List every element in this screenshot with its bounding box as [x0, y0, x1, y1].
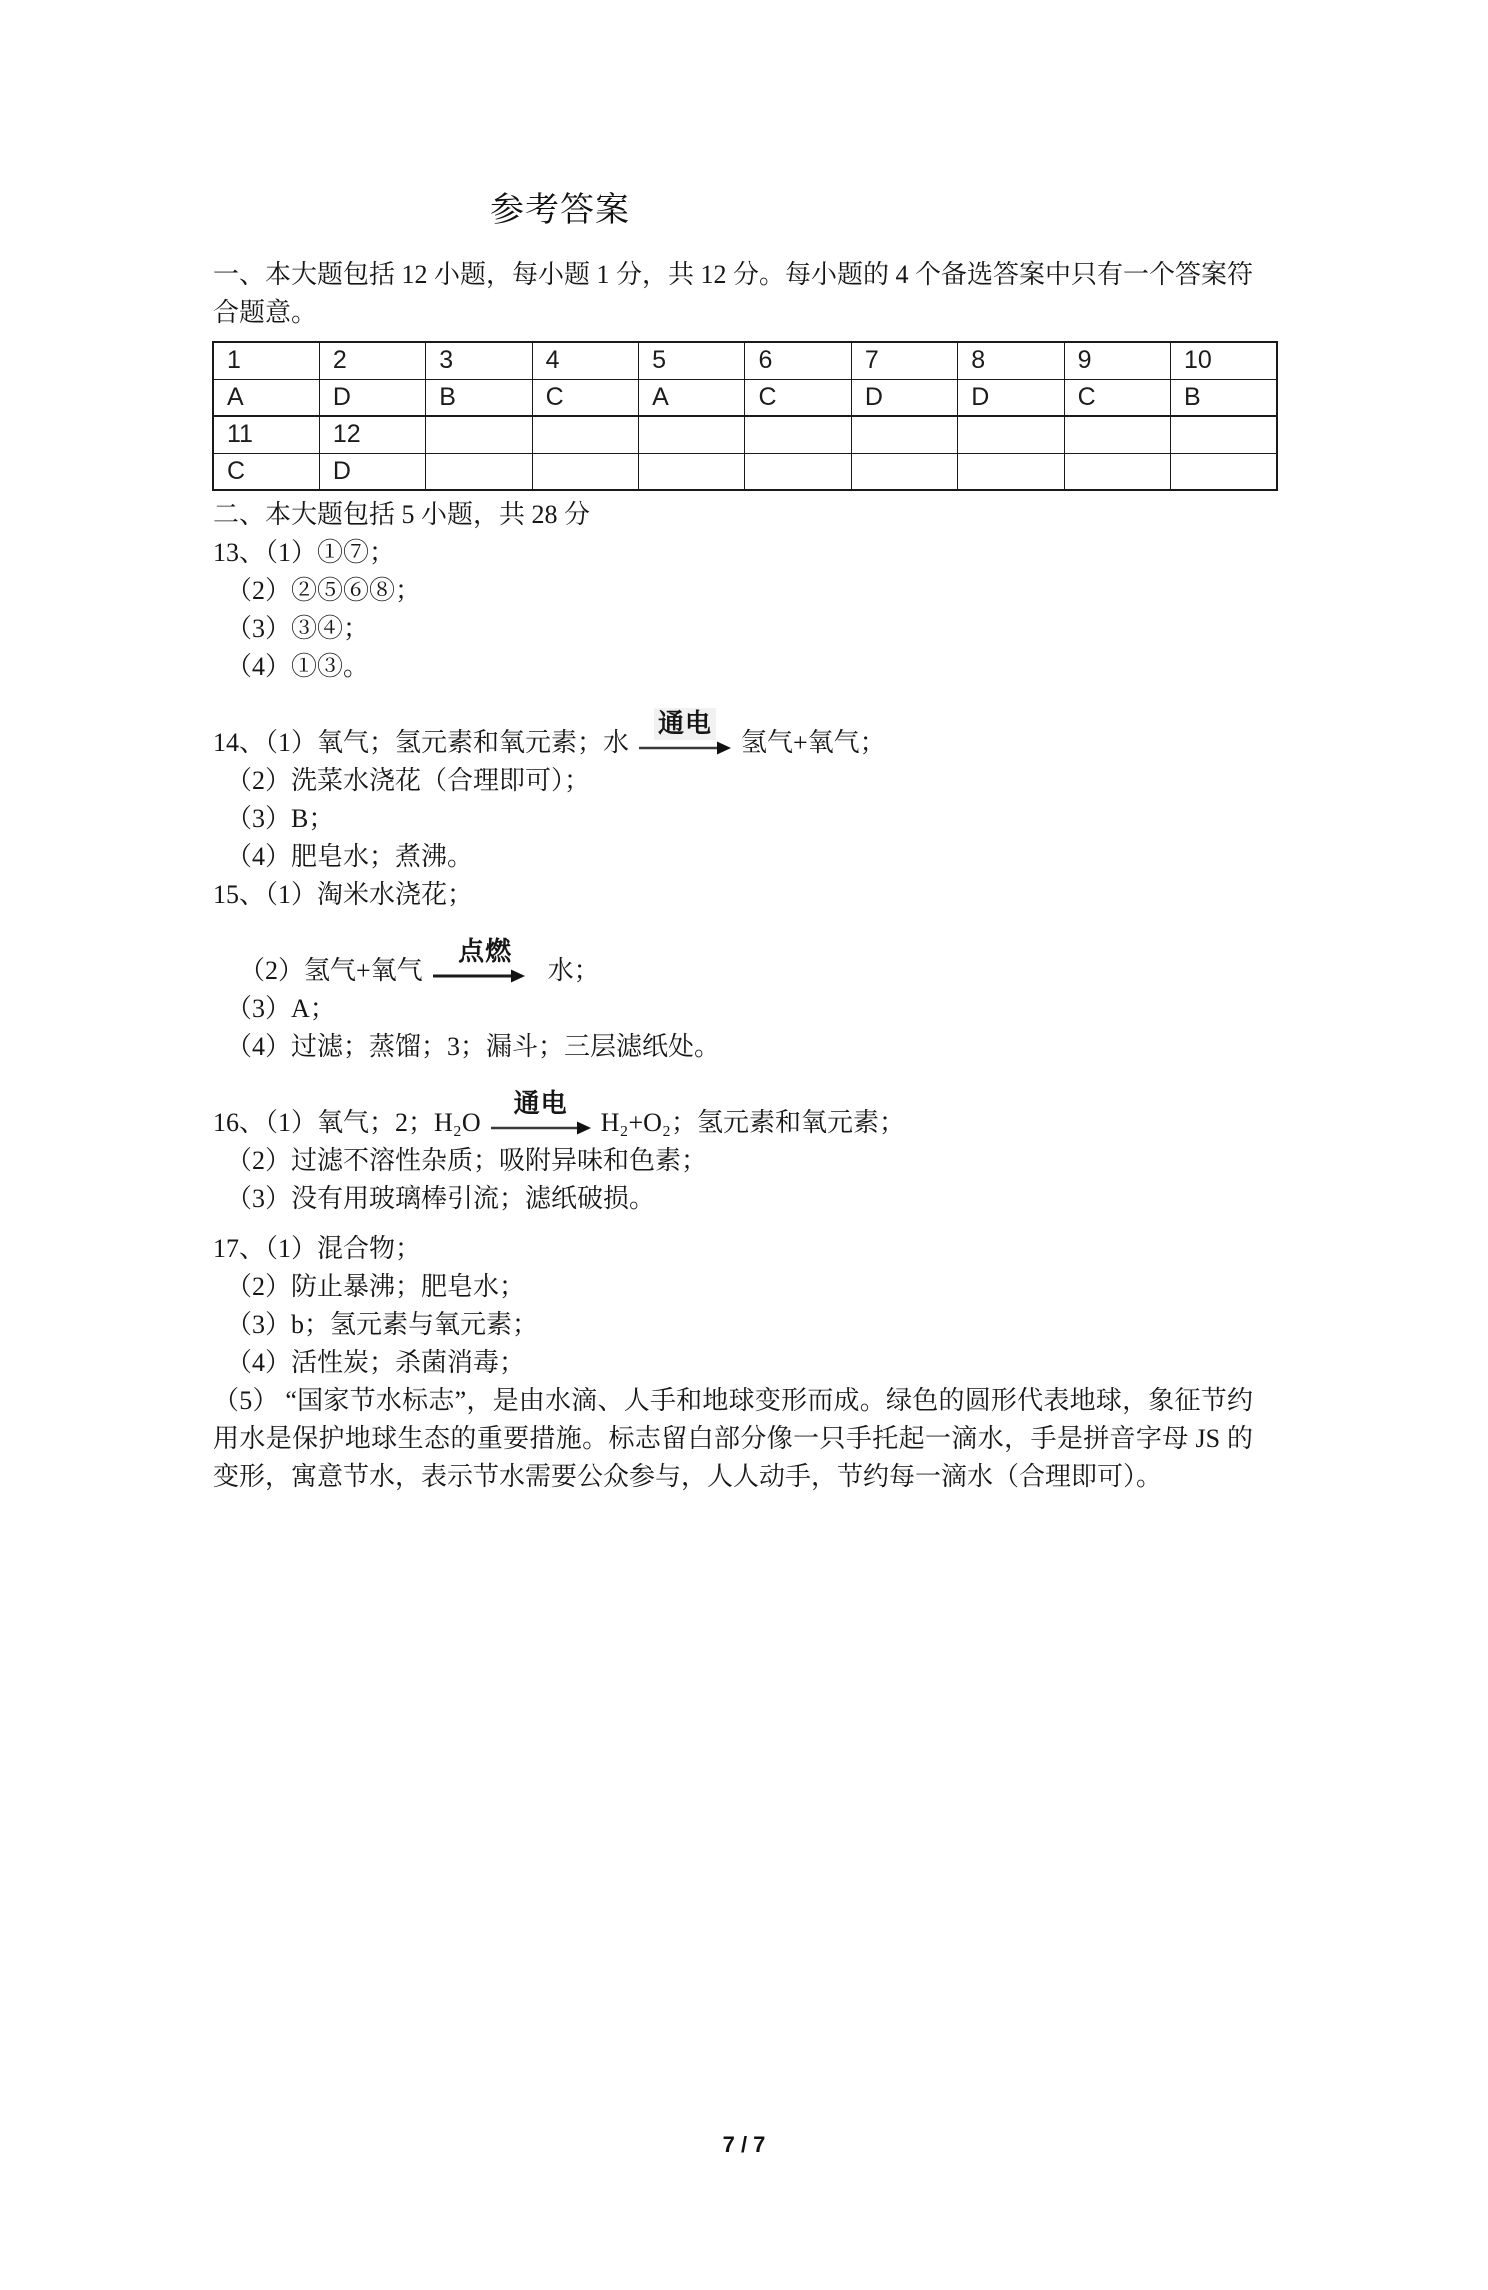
reaction-condition-label: 通电	[654, 708, 716, 740]
question-17-block	[213, 1230, 1278, 1496]
answer-cell: 3	[426, 342, 532, 379]
equation-pre: 14、（1）氧气；氢元素和氧元素；水	[213, 728, 630, 757]
reaction-arrow-icon	[433, 968, 525, 984]
answer-line-q14-2: （2）洗菜水浇花（合理即可）；	[226, 766, 591, 795]
equation-post: 水；	[547, 956, 600, 985]
answer-line-q13-4: （4）①③。	[226, 652, 370, 681]
answer-cell	[958, 453, 1064, 490]
page-number: 7 / 7	[722, 2132, 766, 2157]
answer-cell	[532, 416, 638, 453]
answer-cell	[958, 416, 1064, 453]
answer-cell	[426, 453, 532, 490]
answer-cell	[745, 416, 851, 453]
reaction-condition-label: 点燃	[458, 937, 513, 966]
answer-cell	[639, 416, 745, 453]
answer-line-q13-3: （3）③④；	[226, 614, 370, 643]
answer-cell: 6	[745, 342, 851, 379]
answer-line-q15-1: 15、（1）淘米水浇花；	[213, 880, 474, 909]
answer-cell: C	[532, 379, 638, 416]
answer-table	[212, 341, 1278, 491]
reaction-arrow-group	[639, 708, 731, 756]
answer-table-row-numbers-1-10	[213, 342, 1277, 379]
equation-line-q15	[213, 914, 1278, 990]
answer-cell	[1171, 416, 1277, 453]
answer-line-q13-2: （2）②⑤⑥⑧；	[226, 576, 422, 605]
reaction-arrow-icon	[639, 740, 731, 756]
answer-cell: 4	[532, 342, 638, 379]
answer-cell	[1064, 453, 1170, 490]
equation-line-q16	[213, 1066, 1278, 1142]
answer-cell: 7	[851, 342, 957, 379]
answer-line-q16-2: （2）过滤不溶性杂质；吸附异味和色素；	[226, 1146, 708, 1175]
answer-cell: 12	[319, 416, 425, 453]
answer-cell: D	[851, 379, 957, 416]
answer-cell: D	[319, 453, 425, 490]
answer-cell	[639, 453, 745, 490]
answer-cell: 8	[958, 342, 1064, 379]
answer-line-q17-1: 17、（1）混合物；	[213, 1234, 422, 1263]
answer-cell	[851, 416, 957, 453]
answer-cell	[1064, 416, 1170, 453]
answer-table-row-numbers-11-12	[213, 416, 1277, 453]
answer-line-q13-1: 13、（1）①⑦；	[213, 538, 396, 567]
answer-line-q15-4: （4）过滤；蒸馏；3；漏斗；三层滤纸处。	[226, 1032, 721, 1061]
answer-cell	[532, 453, 638, 490]
equation-post: H₂+O₂；氢元素和氧元素；	[600, 1108, 905, 1137]
answer-cell: D	[958, 379, 1064, 416]
equation-line-q14	[213, 686, 1278, 762]
answer-cell: 10	[1171, 342, 1277, 379]
answer-line-q17-4: （4）活性炭；杀菌消毒；	[226, 1348, 526, 1377]
answer-cell: 5	[639, 342, 745, 379]
reaction-arrow-group	[433, 936, 525, 984]
answer-cell: 1	[213, 342, 319, 379]
answer-cell: 2	[319, 342, 425, 379]
answer-cell: 9	[1064, 342, 1170, 379]
equation-post: 氢气+氧气；	[741, 728, 886, 757]
answer-line-q17-5: （5） “国家节水标志”，是由水滴、人手和地球变形而成。绿色的圆形代表地球，象征节约用水是保护地球生态的重要措施。标志留白部分像一只手托起一滴水，手是拼音字母 JS 的变形，寓意节水，表示节水需要公众参与，人人动手，节约每一滴水（合理即可）。	[213, 1386, 1253, 1491]
answer-cell	[426, 416, 532, 453]
answer-line-q16-3: （3）没有用玻璃棒引流；滤纸破损。	[226, 1184, 656, 1213]
reaction-arrow-group	[491, 1088, 591, 1136]
answer-line-q14-4: （4）肥皂水；煮沸。	[226, 842, 474, 871]
answer-table-row-answers-11-12	[213, 453, 1277, 490]
answer-cell	[745, 453, 851, 490]
answer-sheet-page	[0, 186, 1488, 2290]
answer-cell	[1171, 453, 1277, 490]
reaction-arrow-icon	[491, 1120, 591, 1136]
section1-intro: 一、本大题包括 12 小题，每小题 1 分，共 12 分。每小题的 4 个备选答案中只有一个答案符合题意。	[213, 260, 1254, 327]
answer-cell: A	[213, 379, 319, 416]
answer-cell: C	[1064, 379, 1170, 416]
equation-pre: （2）氢气+氧气	[239, 956, 423, 985]
answer-line-q15-3: （3）A；	[226, 994, 336, 1023]
equation-pre: 16、（1）氧气；2；H₂O	[213, 1108, 481, 1137]
answer-cell: A	[639, 379, 745, 416]
section2-heading: 二、本大题包括 5 小题，共 28 分	[213, 500, 591, 529]
answer-table-row-answers-1-10	[213, 379, 1277, 416]
answer-line-q17-2: （2）防止暴沸；肥皂水；	[226, 1272, 526, 1301]
page-title: 参考答案	[490, 192, 630, 229]
answer-line-q17-3: （3）b；氢元素与氧元素；	[226, 1310, 539, 1339]
answer-cell: B	[1171, 379, 1277, 416]
answer-cell: D	[319, 379, 425, 416]
answer-cell: B	[426, 379, 532, 416]
answer-cell: C	[213, 453, 319, 490]
answer-cell: 11	[213, 416, 319, 453]
answer-cell: C	[745, 379, 851, 416]
answer-line-q14-3: （3）B；	[226, 804, 335, 833]
reaction-condition-label: 通电	[513, 1089, 568, 1118]
answer-cell	[851, 453, 957, 490]
